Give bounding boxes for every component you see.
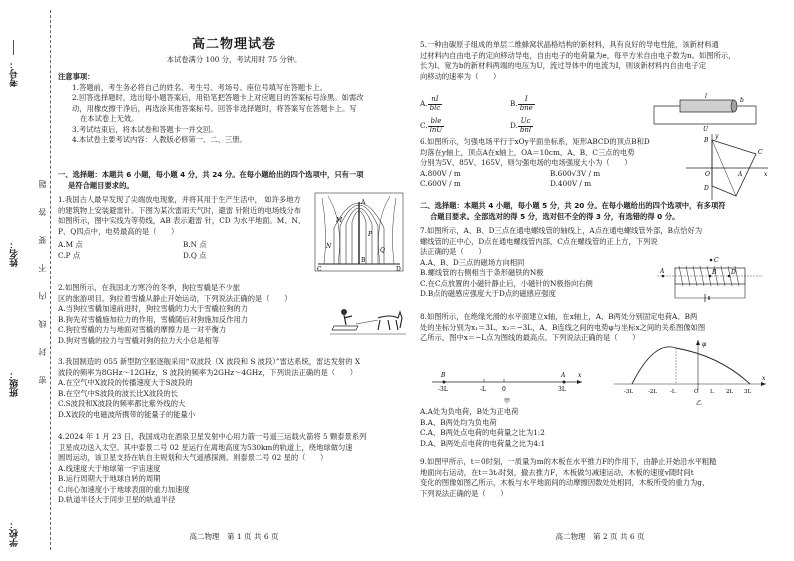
seal-word: 要 bbox=[38, 236, 47, 244]
fig-label-b: B bbox=[704, 137, 709, 144]
q1-line: 并将其用于生产生活中， bbox=[181, 195, 262, 204]
q5-option-d[interactable] bbox=[510, 118, 600, 134]
q2-option-d[interactable]: D.狗对雪橇的拉力与雪橇对狗的拉力大小总是相等 bbox=[58, 335, 220, 345]
solenoid-figure bbox=[655, 254, 765, 304]
q6-option-c[interactable]: C.600V / m bbox=[420, 179, 461, 189]
q7-line: 螺线管的正中心，D点在通电螺线管内部，C点在螺线管的正上方，下列说 bbox=[420, 236, 658, 246]
q6-option-row bbox=[420, 179, 680, 190]
fig-label-phi: φ bbox=[702, 341, 707, 348]
fig-label-negl: -L bbox=[480, 386, 487, 393]
sled-icon bbox=[332, 326, 358, 330]
charge-axis-figure bbox=[428, 366, 588, 406]
q1-line: 图为某次雷雨天气时，避雷 bbox=[145, 205, 234, 215]
q5-option-c-letter: C. bbox=[420, 121, 428, 131]
fig-label-3l: 3L bbox=[744, 389, 752, 395]
notes-block bbox=[58, 72, 410, 146]
q1-options bbox=[58, 240, 308, 251]
fig-label-c: C bbox=[758, 149, 763, 156]
q4-line: 卫星成功送入太空。其中泰景二号 02 星运行在离地高度为530km的轨道上，绕地球做匀速 bbox=[58, 442, 353, 452]
exam-subtitle: 本试卷满分 100 分，考试用时 75 分钟。 bbox=[166, 55, 302, 64]
q6-option-row bbox=[420, 169, 680, 180]
fig-label-neg3l: -3L bbox=[624, 389, 634, 395]
q5-option-a[interactable] bbox=[420, 96, 510, 112]
q2-line: 2.如图所示，在我国北方寒冷的冬季，狗拉雪橇是不少旅 bbox=[58, 283, 241, 292]
q1-option-d[interactable]: D.Q 点 bbox=[183, 250, 207, 260]
page-1-footer: 高二物理 第 1 页 共 6 页 bbox=[189, 532, 279, 541]
q9-line: 变化的图像如图乙所示，木板与水平地面间的动摩擦因数处处相同，木板所受的重力为g， bbox=[420, 478, 710, 488]
section2-heading-line: 二、选择题：本题共 4 小题，每小题 5 分，共 20 分。在每小题给出的四个选项中，有多项符 bbox=[420, 201, 726, 210]
question-5 bbox=[420, 40, 780, 82]
fig-label-m: M bbox=[336, 217, 343, 224]
fig-label-d: D bbox=[704, 185, 709, 192]
fig-label-3l: 3L bbox=[558, 386, 566, 393]
fig-label-a: A bbox=[738, 171, 743, 178]
q6-line: 均落在y轴上，顶点A在x轴上，OA＝10cm，A、B、C三点的电势 bbox=[420, 147, 635, 157]
q5-option-c-fraction bbox=[428, 118, 445, 134]
q5-option-row bbox=[420, 96, 600, 112]
fraction-numerator: Uc bbox=[518, 118, 533, 127]
fig-label-p: P bbox=[368, 231, 373, 238]
q5-option-b-fraction bbox=[518, 96, 535, 112]
q7-option-d[interactable]: D.B点的磁感应强度大于D点的磁感应强度 bbox=[420, 289, 556, 299]
q5-line: 向移动的速率为（ ） bbox=[420, 71, 501, 81]
fig-label-2l: 2L bbox=[726, 389, 734, 395]
fraction-numerator: ble bbox=[428, 118, 445, 127]
x-axis-arrow-icon bbox=[577, 380, 582, 384]
q5-option-c[interactable] bbox=[420, 118, 510, 134]
fig-label-l: L bbox=[710, 389, 714, 395]
seal-word: 密 bbox=[38, 376, 47, 384]
conductor-material-figure bbox=[650, 92, 760, 132]
q5-line: 5.一种由碳原子组成的单层二维蜂窝状晶格结构的新材料，具有良好的导电性能，该新材料通 bbox=[420, 40, 719, 49]
q9-line: 9.如图甲所示，t＝0时刻，一质量为m的木板在水平推力F的作用下，由静止开始沿水平粗糙 bbox=[420, 457, 717, 466]
fraction-denominator: bnl bbox=[519, 126, 532, 135]
q9-line: 地面向右运动，在t＝3t₀时刻，撤去推力F，木板做匀减速运动，木板的速度v随时间t bbox=[420, 467, 694, 477]
note-line: 1.答题前，考生务必将自己的姓名、考生号、考场号、座位号填写在答题卡上。 bbox=[72, 82, 328, 92]
q3-option-b[interactable]: B.在空气中S波段的波长比X波段的长 bbox=[58, 388, 179, 398]
q1-option-c[interactable]: C.P 点 bbox=[58, 250, 81, 260]
fig-label-b: B bbox=[712, 269, 717, 276]
q3-option-d[interactable]: D.X波段的电磁波所携带的能量子的能量小 bbox=[58, 409, 196, 419]
fig-label-n: N bbox=[326, 243, 332, 250]
fraction-numerator: I bbox=[518, 96, 535, 105]
charge-b bbox=[443, 381, 446, 384]
q5-option-d-fraction bbox=[518, 118, 533, 134]
q4-option-d[interactable]: D.轨道半径大于同步卫星的轨道半径 bbox=[58, 495, 176, 505]
q5-options bbox=[420, 96, 600, 135]
q1-line: 是（ ） bbox=[141, 226, 179, 236]
potential-graph-figure bbox=[610, 338, 770, 410]
note-line: 动，用橡皮擦干净后，再选涂其他答案标号。回答非选择题时，将答案写在答题卡上。写 bbox=[72, 103, 357, 113]
q4-option-b[interactable]: B.运行周期大于地球自转的周期 bbox=[58, 474, 161, 484]
fig-label-c: C bbox=[317, 266, 322, 272]
section2-heading-line: 合题目要求。全部选对的得 5 分，选对但不全的得 3 分，有选错的得 0 分。 bbox=[430, 211, 680, 221]
q1-options bbox=[58, 251, 308, 262]
q5-option-b-letter: B. bbox=[510, 99, 518, 109]
q1-option-b[interactable]: B.N 点 bbox=[183, 240, 207, 250]
material-end bbox=[731, 100, 737, 112]
section1-heading-line: 是符合题目要求的。 bbox=[68, 180, 134, 190]
q4-line: 4.2024 年 1 月 23 日，我国成功在酒泉卫星发射中心用力箭一号遥三运载火箭将 5 颗泰景系列 bbox=[58, 432, 367, 441]
fig-label-neg2l: -2L bbox=[648, 389, 658, 395]
fig-label-l: l bbox=[705, 93, 707, 100]
q8-line: 乙所示，图中x＝−L点为图线的最高点。下列说法正确的是（ ） bbox=[420, 333, 640, 343]
fig-label-c: C bbox=[714, 257, 719, 264]
exam-number-line bbox=[13, 40, 14, 55]
q5-option-a-fraction bbox=[428, 96, 443, 112]
seal-word: 题 bbox=[38, 180, 47, 188]
x-axis-arrow-icon bbox=[761, 382, 766, 386]
fig-label-a: A bbox=[361, 199, 366, 206]
charge-a bbox=[563, 381, 566, 384]
q6-option-a[interactable]: A.800V / m bbox=[420, 168, 461, 178]
section2-heading bbox=[420, 201, 780, 222]
fig-label-negl: -L bbox=[670, 389, 676, 395]
q7-line: 7.如图所示，A、B、D三点在通电螺线管的轴线上，A点在通电螺线管外部，B点恰好为 bbox=[420, 226, 703, 235]
q5-option-row bbox=[420, 118, 600, 134]
fig-label-o: O bbox=[694, 389, 699, 395]
seal-word: 答 bbox=[38, 208, 47, 216]
exam-number-field-label: 考号： bbox=[10, 60, 20, 87]
fig-label-x: x bbox=[578, 372, 582, 379]
q4-option-c[interactable]: C.向心加速度小于地球表面的重力加速度 bbox=[58, 484, 190, 494]
point-b bbox=[709, 275, 712, 278]
binding-strip bbox=[0, 0, 56, 561]
page-2-footer: 高二物理 第 2 页 共 6 页 bbox=[555, 532, 645, 541]
question-4 bbox=[58, 432, 410, 506]
phi-axis-arrow-icon bbox=[696, 340, 700, 345]
point-a bbox=[662, 275, 665, 278]
fraction-denominator: blc bbox=[429, 103, 441, 112]
q1-line: 1.我国古人最早发现了尖端放电现象， bbox=[58, 195, 182, 204]
fig-label-u: U bbox=[703, 126, 709, 132]
q5-line: 长为l、宽为b的新材料两端的电压为U，流过导体中的电流为I，则该新材料内自由电子定 bbox=[420, 61, 707, 71]
class-field-label: 班级： bbox=[10, 370, 20, 397]
question-3 bbox=[58, 357, 410, 420]
question-6 bbox=[420, 137, 680, 190]
q8-option-c[interactable]: C.A、B两处点电荷的电荷量之比为1:2 bbox=[420, 428, 545, 438]
q8-option-d[interactable]: D.A、B两处点电荷的电荷量之比为4:1 bbox=[420, 438, 546, 448]
fraction-numerator: nI bbox=[428, 96, 443, 105]
note-line: 2.回答选择题时，选出每小题答案后，用铅笔把答题卡上对应题目的答案标号涂黑。如需改 bbox=[72, 93, 364, 103]
seal-word: 封 bbox=[38, 348, 47, 356]
q2-option-a[interactable]: A.当狗拉雪橇加速前进时，狗拉雪橇的力大于雪橇拉狗的力 bbox=[58, 304, 249, 314]
fig-label-yi: 乙 bbox=[696, 400, 703, 407]
dog-sled-figure bbox=[328, 298, 408, 338]
q7-option-c[interactable]: C.在C点放置的小磁针静止后，小磁针的N极指向右侧 bbox=[420, 278, 593, 288]
note-line: 在本试卷上无效。 bbox=[80, 114, 139, 124]
note-line: 4.本试卷主要考试内容：人教版必修第一、二、三册。 bbox=[72, 135, 247, 145]
q2-line: 区的旅游项目。狗拉着雪橇从静止开始运动，下列说法正确的是（ ） bbox=[58, 293, 292, 303]
q3-option-a[interactable]: A.在空气中X波段的传播速度大于S波段的 bbox=[58, 378, 193, 388]
page-2 bbox=[420, 0, 780, 561]
material-block bbox=[680, 100, 734, 112]
exam-title: 高二物理试卷 bbox=[191, 37, 276, 52]
q1-line: 针附近的电场线分布如图所示，图中实 bbox=[58, 205, 302, 226]
rider-body-icon bbox=[344, 315, 352, 325]
question-1 bbox=[58, 195, 308, 261]
sled-rope bbox=[356, 320, 378, 324]
note-line: 3.考试结束后，将本试卷和答题卡一并交回。 bbox=[72, 124, 218, 134]
q7-option-a[interactable]: A.A、B、D三点的磁场方向相同 bbox=[420, 257, 525, 267]
name-field-label: 姓名： bbox=[10, 240, 20, 267]
fig-label-b: b bbox=[740, 97, 744, 104]
seal-word: 线 bbox=[38, 320, 47, 328]
fig-label-jia: 甲 bbox=[504, 398, 511, 405]
fraction-denominator: lnU bbox=[429, 126, 443, 135]
question-9 bbox=[420, 457, 780, 499]
q3-line: 3.我国制造的 055 新型防空驱逐舰采用“双波段（X 波段和 S 波段）”雷达系统，雷达发射的 X bbox=[58, 357, 361, 366]
fig-label-q: Q bbox=[380, 247, 385, 254]
q6-line: 6.如图所示，匀强电场平行于xOy平面坐标系，矩形ABCD的顶点B和D bbox=[420, 137, 650, 146]
rider-head-icon bbox=[341, 309, 347, 315]
q3-line: 波段的频率为8GHz～12GHz，S 波段的频率为2GHz～4GHz，下列说法正确的是（ ） bbox=[58, 367, 357, 377]
q9-line: 下列说法正确的是（ ） bbox=[420, 488, 508, 498]
fig-label-neg3l: -3L bbox=[438, 386, 448, 393]
school-field-label: 学校： bbox=[10, 520, 20, 547]
q7-option-b[interactable]: B.螺线管的右侧相当于条形磁铁的N极 bbox=[420, 268, 544, 278]
q7-line: 法正确的是（ ） bbox=[420, 247, 486, 257]
section1-heading bbox=[58, 170, 410, 191]
lightning-rod-field-figure bbox=[314, 192, 404, 272]
q4-line: 圆周运动，该卫星支持在轨自主规划和大气遥感探测。则泰景二号 02 星的（ ） bbox=[58, 453, 328, 463]
seal-word: 不 bbox=[38, 264, 47, 272]
q4-option-a[interactable]: A.线速度大于地球第一宇宙速度 bbox=[58, 463, 161, 473]
q6-option-b[interactable]: B.600√3V / m bbox=[550, 168, 601, 178]
fig-label-o: O bbox=[705, 171, 710, 178]
fig-label-d: D bbox=[731, 269, 736, 276]
rectangle-field-figure bbox=[682, 132, 772, 202]
q8-option-a[interactable]: A.A处为负电荷，B处为正电荷 bbox=[420, 407, 519, 416]
q1-line: 针，CD 为水平地面。M、N、P、Q四点中，电势最高的 bbox=[58, 216, 306, 236]
page-1 bbox=[58, 0, 410, 561]
q1-line: 线为等势线，AB 表示避雷 bbox=[116, 216, 203, 226]
point-c bbox=[710, 259, 713, 262]
section1-heading-line: 一、选择题：本题共 6 小题，每小题 4 分，共 24 分。在每小题给出的四个选项中，只有一项 bbox=[58, 170, 364, 179]
q8-options bbox=[420, 407, 780, 449]
q5-option-a-letter: A. bbox=[420, 99, 428, 109]
q5-line: 过材料内自由电子的定向移动导电，自由电子的电荷量为e，每平方米自由电子数为n。如图所示， bbox=[420, 50, 736, 60]
fig-label-b: B bbox=[361, 257, 366, 264]
fig-label-b: B bbox=[441, 372, 446, 379]
dog-icon bbox=[378, 312, 402, 330]
q1-line: 如许多地方的建筑物上安装避雷针。下 bbox=[58, 195, 301, 215]
q8-line: 处的坐标分别为x₁＝3L、x₂＝−3L，A、B连线之间的电势φ与坐标x之间的关系图像如图 bbox=[420, 322, 706, 332]
q3-option-c[interactable]: C.S波段和X波段的频率都比紫外线的大 bbox=[58, 399, 186, 409]
q5-option-d-letter: D. bbox=[510, 121, 518, 131]
q5-option-b[interactable] bbox=[510, 96, 600, 112]
q8-option-b[interactable]: B.A、B两处均为负电荷 bbox=[420, 417, 497, 427]
fig-label-d: D bbox=[396, 266, 401, 272]
fig-label-a: A bbox=[660, 268, 665, 275]
fig-label-x: x bbox=[762, 375, 766, 382]
q2-option-b[interactable]: B.狗先对雪橇施加拉力的作用，雪橇随后对狗施加反作用力 bbox=[58, 314, 249, 324]
binding-dash-line bbox=[50, 10, 51, 550]
q1-option-a[interactable]: A.M 点 bbox=[58, 240, 83, 250]
solenoid-circuit bbox=[675, 284, 745, 298]
notes-heading: 注意事项： bbox=[58, 72, 95, 81]
fig-label-y: y bbox=[715, 133, 719, 140]
seal-word: 内 bbox=[38, 292, 47, 300]
q8-line: 8.如图所示，在绝缘光滑的水平面建立x轴，在x轴上，A、B两处分别固定电荷A、B两 bbox=[420, 312, 698, 321]
q6-option-d[interactable]: D.400V / m bbox=[550, 179, 592, 189]
q6-line: 分别为5V、85V、165V，则匀强电场的电场强度大小为（ ） bbox=[420, 158, 632, 168]
fraction-denominator: bne bbox=[519, 103, 533, 112]
fig-label-x: x bbox=[764, 171, 768, 178]
fig-label-zero: 0 bbox=[502, 386, 506, 393]
q2-option-c[interactable]: C.狗拉雪橇的力与地面对雪橇的摩擦力是一对平衡力 bbox=[58, 325, 227, 335]
fig-label-a: A bbox=[561, 372, 566, 379]
point-d bbox=[728, 275, 731, 278]
phi-curve bbox=[632, 347, 750, 384]
